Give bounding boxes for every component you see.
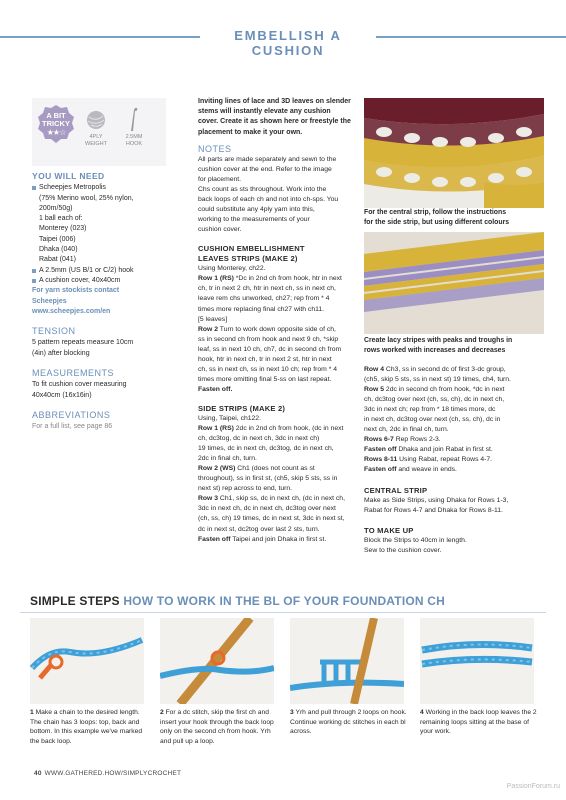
colour-item: Rabat (041) [39,256,76,264]
materials-column [32,171,166,433]
step-text: Make a chain to the desired length. The chain has 3 loops: top, back and bottom. In this example we've marked the back loop. [30,709,143,745]
row-text: 3dc in next ch; rep from * 18 times more, dc [364,406,496,414]
page-number: 40 [34,770,42,777]
row-label: Rows 6-7 [364,436,394,444]
notes-line: for placement. [198,175,242,183]
makeup-line: Block the Strips to 40cm in length. [364,536,467,544]
central-line: Make as Side Strips, using Dhaka for Rows 1-3, [364,496,509,504]
side-using: Using, Taipei, ch122. [198,414,261,422]
row-text: ch, dc3tog over next (ch, ss, ch), dc in next ch, [364,396,505,404]
step1-illustration [30,618,144,704]
step-text: Working in the back loop leaves the 2 remaining loops sitting at the base of your work. [420,709,537,736]
badge-line1: A BIT [46,111,66,120]
row-text: (ch, ss, ch) 19 times, dc in next st, 3dc in next st, [198,515,345,523]
intro-line: placement to make it your own. [198,128,303,136]
simple-steps-panel [20,590,546,750]
cover-requirement: A cushion cover, 40x40cm [32,276,166,286]
intro-line: stems will instantly elevate any cushion [198,108,331,116]
row-text: 2dc in final ch, turn. [198,455,257,463]
row-text: ch, ss in next ch, ss in next 10 ch; rep from * 4 [198,365,338,373]
yarn-composition-2: 200m/50g) [39,204,73,212]
row-label: Row 3 [198,495,219,503]
step4-illustration [420,618,534,704]
makeup-line: Sew to the cushion cover. [364,546,442,554]
row-label: Row 2 [198,325,219,333]
step1-caption [30,708,148,746]
intro-line: cover. Create it as shown here or freestyle the [198,118,351,126]
row-text: [5 leaves] [198,315,228,323]
ball-each-of: 1 ball each of: [39,215,83,223]
embellishment-heading: CUSHION EMBELLISHMENT [198,244,305,254]
fasten-off: Fasten off. [198,385,233,393]
stockists-url[interactable]: www.scheepjes.com/en [32,307,111,315]
row-text: dc in next st, dc2tog over last 2 sts, turn. [198,525,320,533]
row-label: Row 4 [364,366,385,373]
row-text: leave rem chs unworked, ch27; rep from * 4 [198,295,330,303]
caption-line: For the central strip, follow the instructions [364,209,507,216]
skill-panel [32,98,166,166]
row-text: *Dc in 2nd ch from hook, htr in next [233,275,342,283]
steps-title [30,594,445,608]
stripes-photo [364,232,544,334]
weight-label: 4PLY WEIGHT [85,134,107,147]
row-label: Row 5 [364,386,385,394]
page-footer [34,770,181,777]
you-will-need-title: YOU WILL NEED [32,171,105,181]
crochet-hook-icon [126,106,140,132]
notes-line: All parts are made separately and sewn to the [198,155,337,163]
central-line: Rabat for Rows 4-7 and Dhaka for Rows 8-11. [364,506,503,514]
footer-url[interactable]: WWW.GATHERED.HOW/SIMPLYCROCHET [44,770,182,777]
tension-title: TENSION [32,326,76,337]
row-text: Rep Rows 2-3. [393,436,441,444]
row-text: 19 times, dc in next ch, dc3tog, dc in next ch, [198,445,334,453]
row-text: 2dc in second ch from hook, *dc in next [384,386,505,394]
leaves-using: Using Monterey, ch22. [198,265,266,273]
row-text: Ch1 (does not count as st [235,465,315,473]
row-text: 3dc in next ch, dc in next ch, dc3tog over next [198,505,336,513]
caption-line: for the side strip, but using different colours [364,218,510,226]
measurements-title: MEASUREMENTS [32,368,115,379]
header-rule-left [0,36,200,38]
caption-line: rows worked with increases and decreases [364,346,506,354]
badge-line2: TRICKY [42,119,70,128]
abbreviations-title: ABBREVIATIONS [32,409,111,420]
hook-requirement: A 2.5mm (US B/1 or C/2) hook [32,266,166,276]
row-label: Rows 8-11 [364,456,398,464]
measurements-line2: 40x40cm (16x16in) [32,391,92,399]
colour-item: Dhaka (040) [39,246,78,254]
step-number: 4 [420,709,424,716]
pattern-column-right [364,365,544,556]
yarn-composition-1: (75% Merino wool, 25% nylon, [39,194,134,202]
step-number: 1 [30,709,34,716]
colour-item: Monterey (023) [39,225,87,233]
page-title: EMBELLISH A CUSHION [234,28,342,58]
row-label: Fasten off [198,535,231,543]
step-number: 3 [290,709,294,716]
steps-title-a: SIMPLE STEPS [30,594,120,608]
notes-line: back loops of each ch and not into ch-sps. You [198,196,339,204]
row-label: Row 2 (WS) [198,465,236,473]
central-strip-heading: CENTRAL STRIP [364,485,428,495]
step4-photo [420,618,534,704]
row-label: Row 1 (RS) [198,275,234,283]
row-text: and weave in ends. [396,466,457,474]
row-text: (ch5, skip 5 sts, ss in next st) 19 times, ch4, turn. [364,376,511,384]
side-strips-heading: SIDE STRIPS (MAKE 2) [198,403,286,413]
row-text: Using Rabat, repeat Rows 4-7. [397,456,493,464]
row-text: Dhaka and join Rabat in first st. [396,446,493,454]
measurements-line1: To fit cushion cover measuring [32,381,127,389]
row-text: throughout), ss in first st, (ch5, skip 5 sts, ss in [198,475,338,483]
stripes-illustration [364,232,544,334]
page-header [0,26,566,58]
caption-line: Create lacy stripes with peaks and troughs in [364,337,513,344]
yarn-name: Scheepjes Metropolis [32,183,166,193]
step2-illustration [160,618,274,704]
steps-divider [20,612,546,613]
step2-caption [160,708,278,746]
row-text: leaf, ss in next 10 ch, ch7, dc in second ch from [198,345,342,353]
badge-stars: ★★☆ [46,128,66,137]
colour-item: Taipei (006) [39,235,76,243]
row-text: ch, dc3tog, dc in next ch, 3dc in next ch) [198,435,320,443]
notes-line: cushion cover at the end. Refer to the image [198,165,332,173]
stockists-line2: Scheepjes [32,297,67,305]
row-label: Row 1 (RS) [198,425,234,433]
notes-title: NOTES [198,143,232,154]
steps-title-b: HOW TO WORK IN THE BL OF YOUR FOUNDATION CH [123,594,446,608]
tension-line2: (4in) after blocking [32,349,90,357]
step1-photo [30,618,144,704]
row-text: Turn to work down opposite side of ch, [218,325,336,333]
row-label: Fasten off [364,466,397,474]
notes-line: cushion cover. [198,226,242,234]
yarn-ball-icon [86,110,106,130]
row-label: Fasten off [364,446,397,454]
header-rule-right [376,36,566,38]
stockists-line1: For yarn stockists contact [32,287,120,295]
row-text: times more replacing final ch27 with ch11. [198,305,325,313]
notes-line: could substitute any 4ply yarn into this, [198,206,315,214]
intro-line: Inviting lines of lace and 3D leaves on slender [198,98,351,105]
row-text: times more omitting final 5-ss on last repeat. [198,375,332,383]
watermark: PassionForum.ru [506,783,560,790]
row-text: hook, htr in next ch, tr in next 2 st, htr in next [198,355,332,363]
step3-photo [290,618,404,704]
row-text: ch, tr in next 2 ch, htr in next ch, ss in next ch, [198,285,336,293]
notes-line: Chs count as sts throughout. Work into the [198,186,327,193]
step2-photo [160,618,274,704]
step3-illustration [290,618,404,704]
leaves-strips-heading: LEAVES STRIPS (MAKE 2) [198,254,298,264]
row-text: Taipei and join Dhaka in first st. [230,535,327,543]
photo1-caption [364,208,544,227]
row-text: ss in second ch from hook and next 9 ch, *skip [198,335,339,343]
hook-size-label: 2.5MM HOOK [125,134,143,147]
step-text: For a dc stitch, skip the first ch and insert your hook through the back loop only on the second ch from hook. Yrh and pull up a loop. [160,709,274,745]
step3-caption [290,708,408,737]
row-text: 2dc in 2nd ch from hook, (dc in next [233,425,344,433]
step-text: Yrh and pull through 2 loops on hook. Continue working dc stitches in each bl across. [290,709,407,736]
row-text: next st) rep across to end, turn. [198,485,293,493]
lace-strip-illustration [364,98,544,208]
row-text: Ch1, skip ss, dc in next ch, (dc in next ch, [218,495,345,503]
lace-strip-photo [364,98,544,208]
step4-caption [420,708,538,737]
notes-line: working to the measurements of your [198,216,310,224]
abbreviations-line1: For a full list, see page 86 [32,423,113,431]
tension-line1: 5 pattern repeats measure 10cm [32,339,134,347]
make-up-heading: TO MAKE UP [364,525,414,535]
row-text: Ch3, ss in second dc of first 3-dc group, [384,366,506,373]
row-text: in next ch, dc3tog over next (ch, ss, ch), dc in [364,416,501,424]
step-number: 2 [160,709,164,716]
row-text: next ch, 2dc in final ch, turn. [364,426,449,434]
pattern-column [198,97,358,545]
photo2-caption [364,336,544,355]
intro-text [198,97,358,138]
